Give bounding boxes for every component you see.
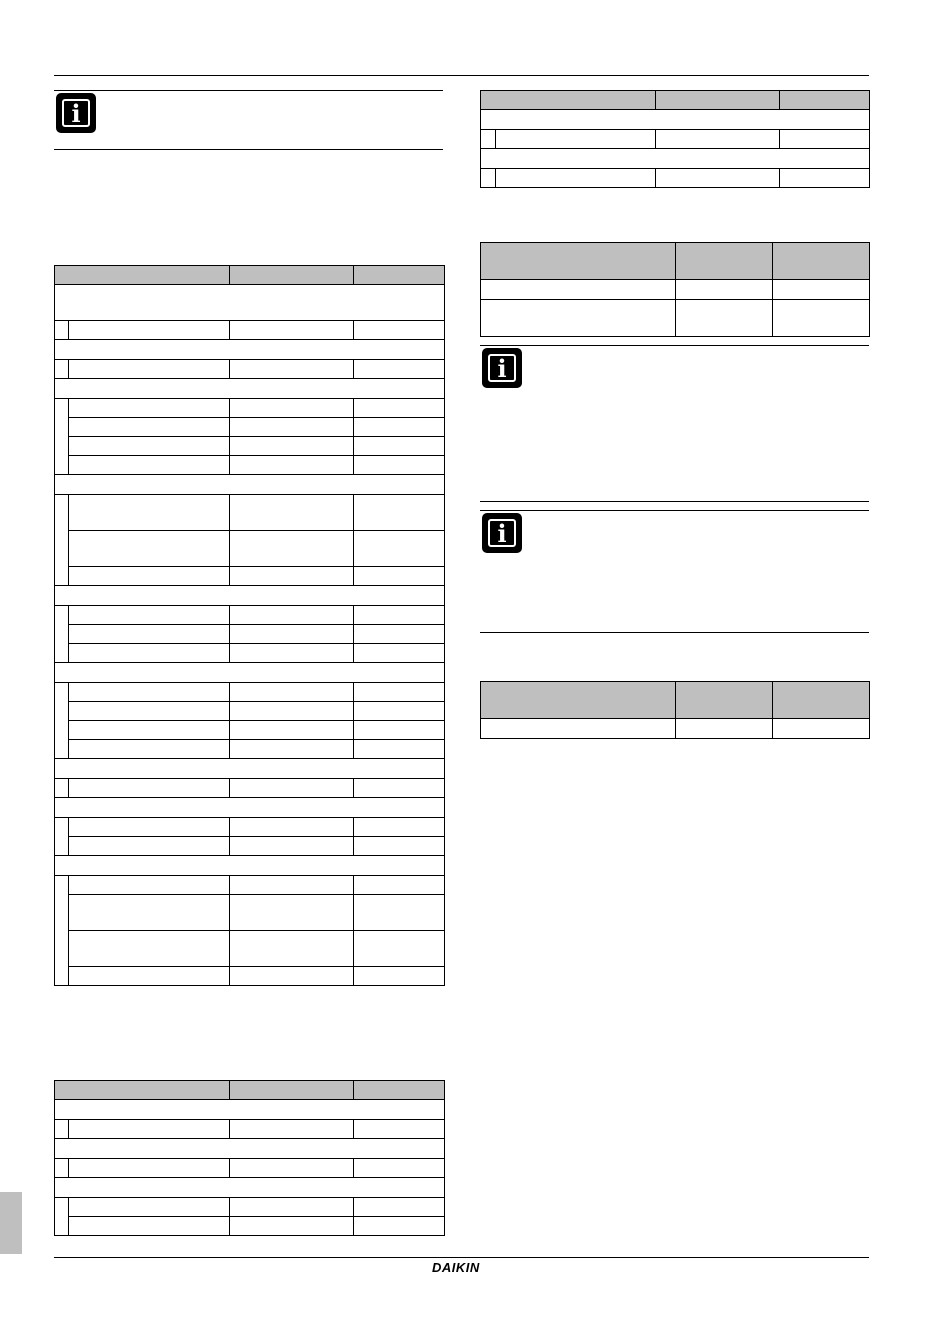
spec-table-right-1 — [480, 90, 870, 188]
footer-rule — [54, 1257, 869, 1258]
note-bottom-rule — [54, 149, 443, 150]
header-rule — [54, 75, 869, 76]
info-icon: i — [56, 93, 96, 133]
note-top-rule — [480, 510, 869, 511]
note-bottom-rule — [480, 501, 869, 502]
note-top-rule — [54, 90, 443, 91]
spec-table-left-1 — [54, 265, 445, 986]
daikin-logo: DAIKIN — [432, 1260, 480, 1275]
spec-table-left-2 — [54, 1080, 445, 1236]
info-icon: i — [482, 348, 522, 388]
note-bottom-rule — [480, 632, 869, 633]
spec-table-right-2 — [480, 242, 870, 337]
note-top-rule — [480, 345, 869, 346]
spec-table-right-3 — [480, 681, 870, 739]
side-tab — [0, 1192, 22, 1254]
info-icon: i — [482, 513, 522, 553]
